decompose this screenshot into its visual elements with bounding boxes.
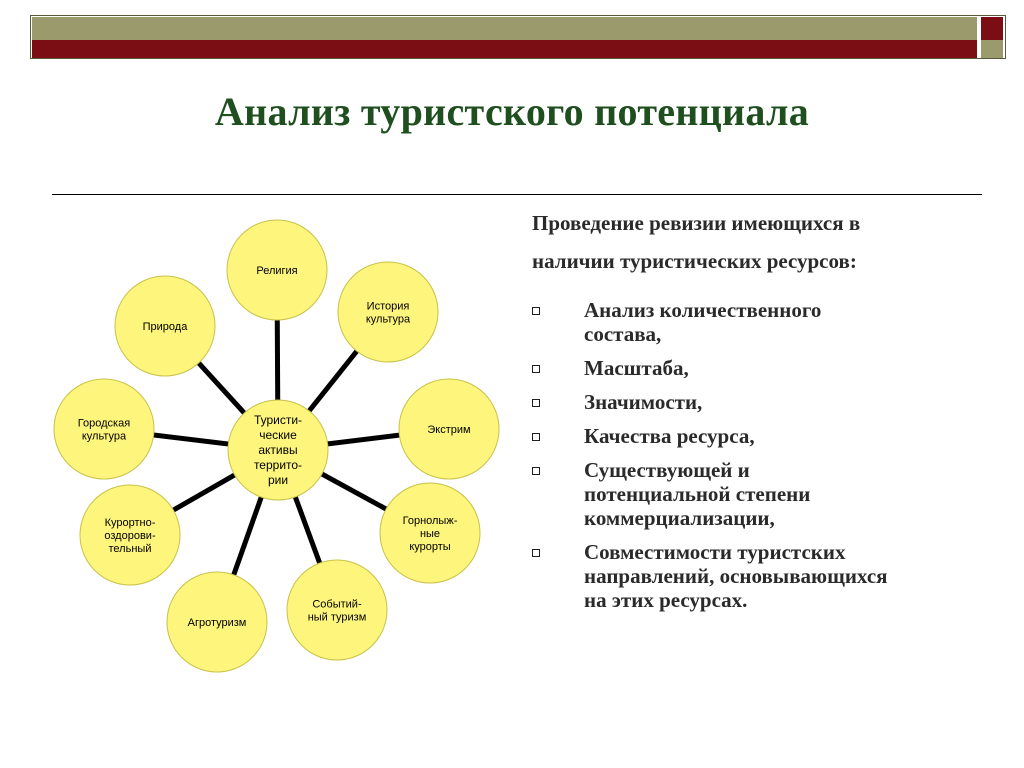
header-maroon-bar xyxy=(32,40,977,58)
title-divider xyxy=(52,194,982,195)
node-label-ski-resorts: курорты xyxy=(409,541,451,553)
bullet-item xyxy=(532,458,982,530)
bullet-text-line: на этих ресурсах. xyxy=(584,588,748,612)
node-label-urban-culture: культура xyxy=(81,430,127,443)
bullet-text-line: Качества ресурса, xyxy=(584,424,755,448)
node-label-health-resort: оздорови- xyxy=(104,530,156,542)
node-label-history-culture: История xyxy=(366,300,410,313)
hub-label: террито- xyxy=(253,458,303,472)
slide-title: Анализ туристского потенциала xyxy=(214,89,810,134)
bullet-text-line: направлений, основывающихся xyxy=(584,564,888,588)
square-bullet-icon xyxy=(532,549,540,557)
hub-label: Туристи- xyxy=(253,413,303,427)
intro-line-1: Проведение ревизии имеющихся в xyxy=(532,211,861,235)
header-corner-square-top xyxy=(981,17,1003,40)
node-label-agrotourism: Агротуризм xyxy=(187,617,247,629)
bullet-text-line: Масштаба, xyxy=(584,356,689,380)
square-bullet-icon xyxy=(532,307,540,315)
node-label-religion: Религия xyxy=(256,265,298,277)
square-bullet-icon xyxy=(532,467,540,475)
hub-label: рии xyxy=(267,473,289,487)
intro-line-2: наличии туристических ресурсов: xyxy=(532,249,857,273)
bullet-text-line: Значимости, xyxy=(584,390,703,414)
node-label-event-tourism: ный туризм xyxy=(307,611,367,624)
bullet-text-line: состава, xyxy=(584,322,662,346)
bullet-text-line: Совместимости туристских xyxy=(584,540,846,564)
node-label-health-resort: тельный xyxy=(108,543,152,555)
hub-label: активы xyxy=(258,443,298,457)
bullet-text-line: Существующей и xyxy=(584,458,750,482)
square-bullet-icon xyxy=(532,399,540,407)
bullet-text-line: потенциальной степени xyxy=(584,482,811,506)
node-label-health-resort: Курортно- xyxy=(104,517,156,529)
node-label-event-tourism: Событий- xyxy=(312,598,362,611)
node-label-urban-culture: Городская xyxy=(77,417,131,430)
header-corner-square-bottom xyxy=(981,40,1003,58)
node-label-history-culture: культура xyxy=(365,313,411,326)
bullet-item xyxy=(532,356,982,380)
header-olive-bar xyxy=(32,17,977,40)
square-bullet-icon xyxy=(532,433,540,441)
node-label-ski-resorts: ные xyxy=(419,528,441,540)
node-label-extreme: Экстрим xyxy=(427,424,471,436)
intro-text xyxy=(532,204,972,280)
bullet-list xyxy=(532,298,982,622)
bullet-text-line: Анализ количественного xyxy=(584,298,822,322)
bullet-text-line: коммерциализации, xyxy=(584,506,775,530)
node-label-nature: Природа xyxy=(142,321,188,333)
bullet-item xyxy=(532,298,982,346)
square-bullet-icon xyxy=(532,365,540,373)
tourism-assets-diagram xyxy=(0,200,520,680)
bullet-item xyxy=(532,540,982,612)
node-label-ski-resorts: Горнолыж- xyxy=(402,515,458,527)
bullet-item xyxy=(532,424,982,448)
hub-label: ческие xyxy=(259,428,297,442)
bullet-item xyxy=(532,390,982,414)
